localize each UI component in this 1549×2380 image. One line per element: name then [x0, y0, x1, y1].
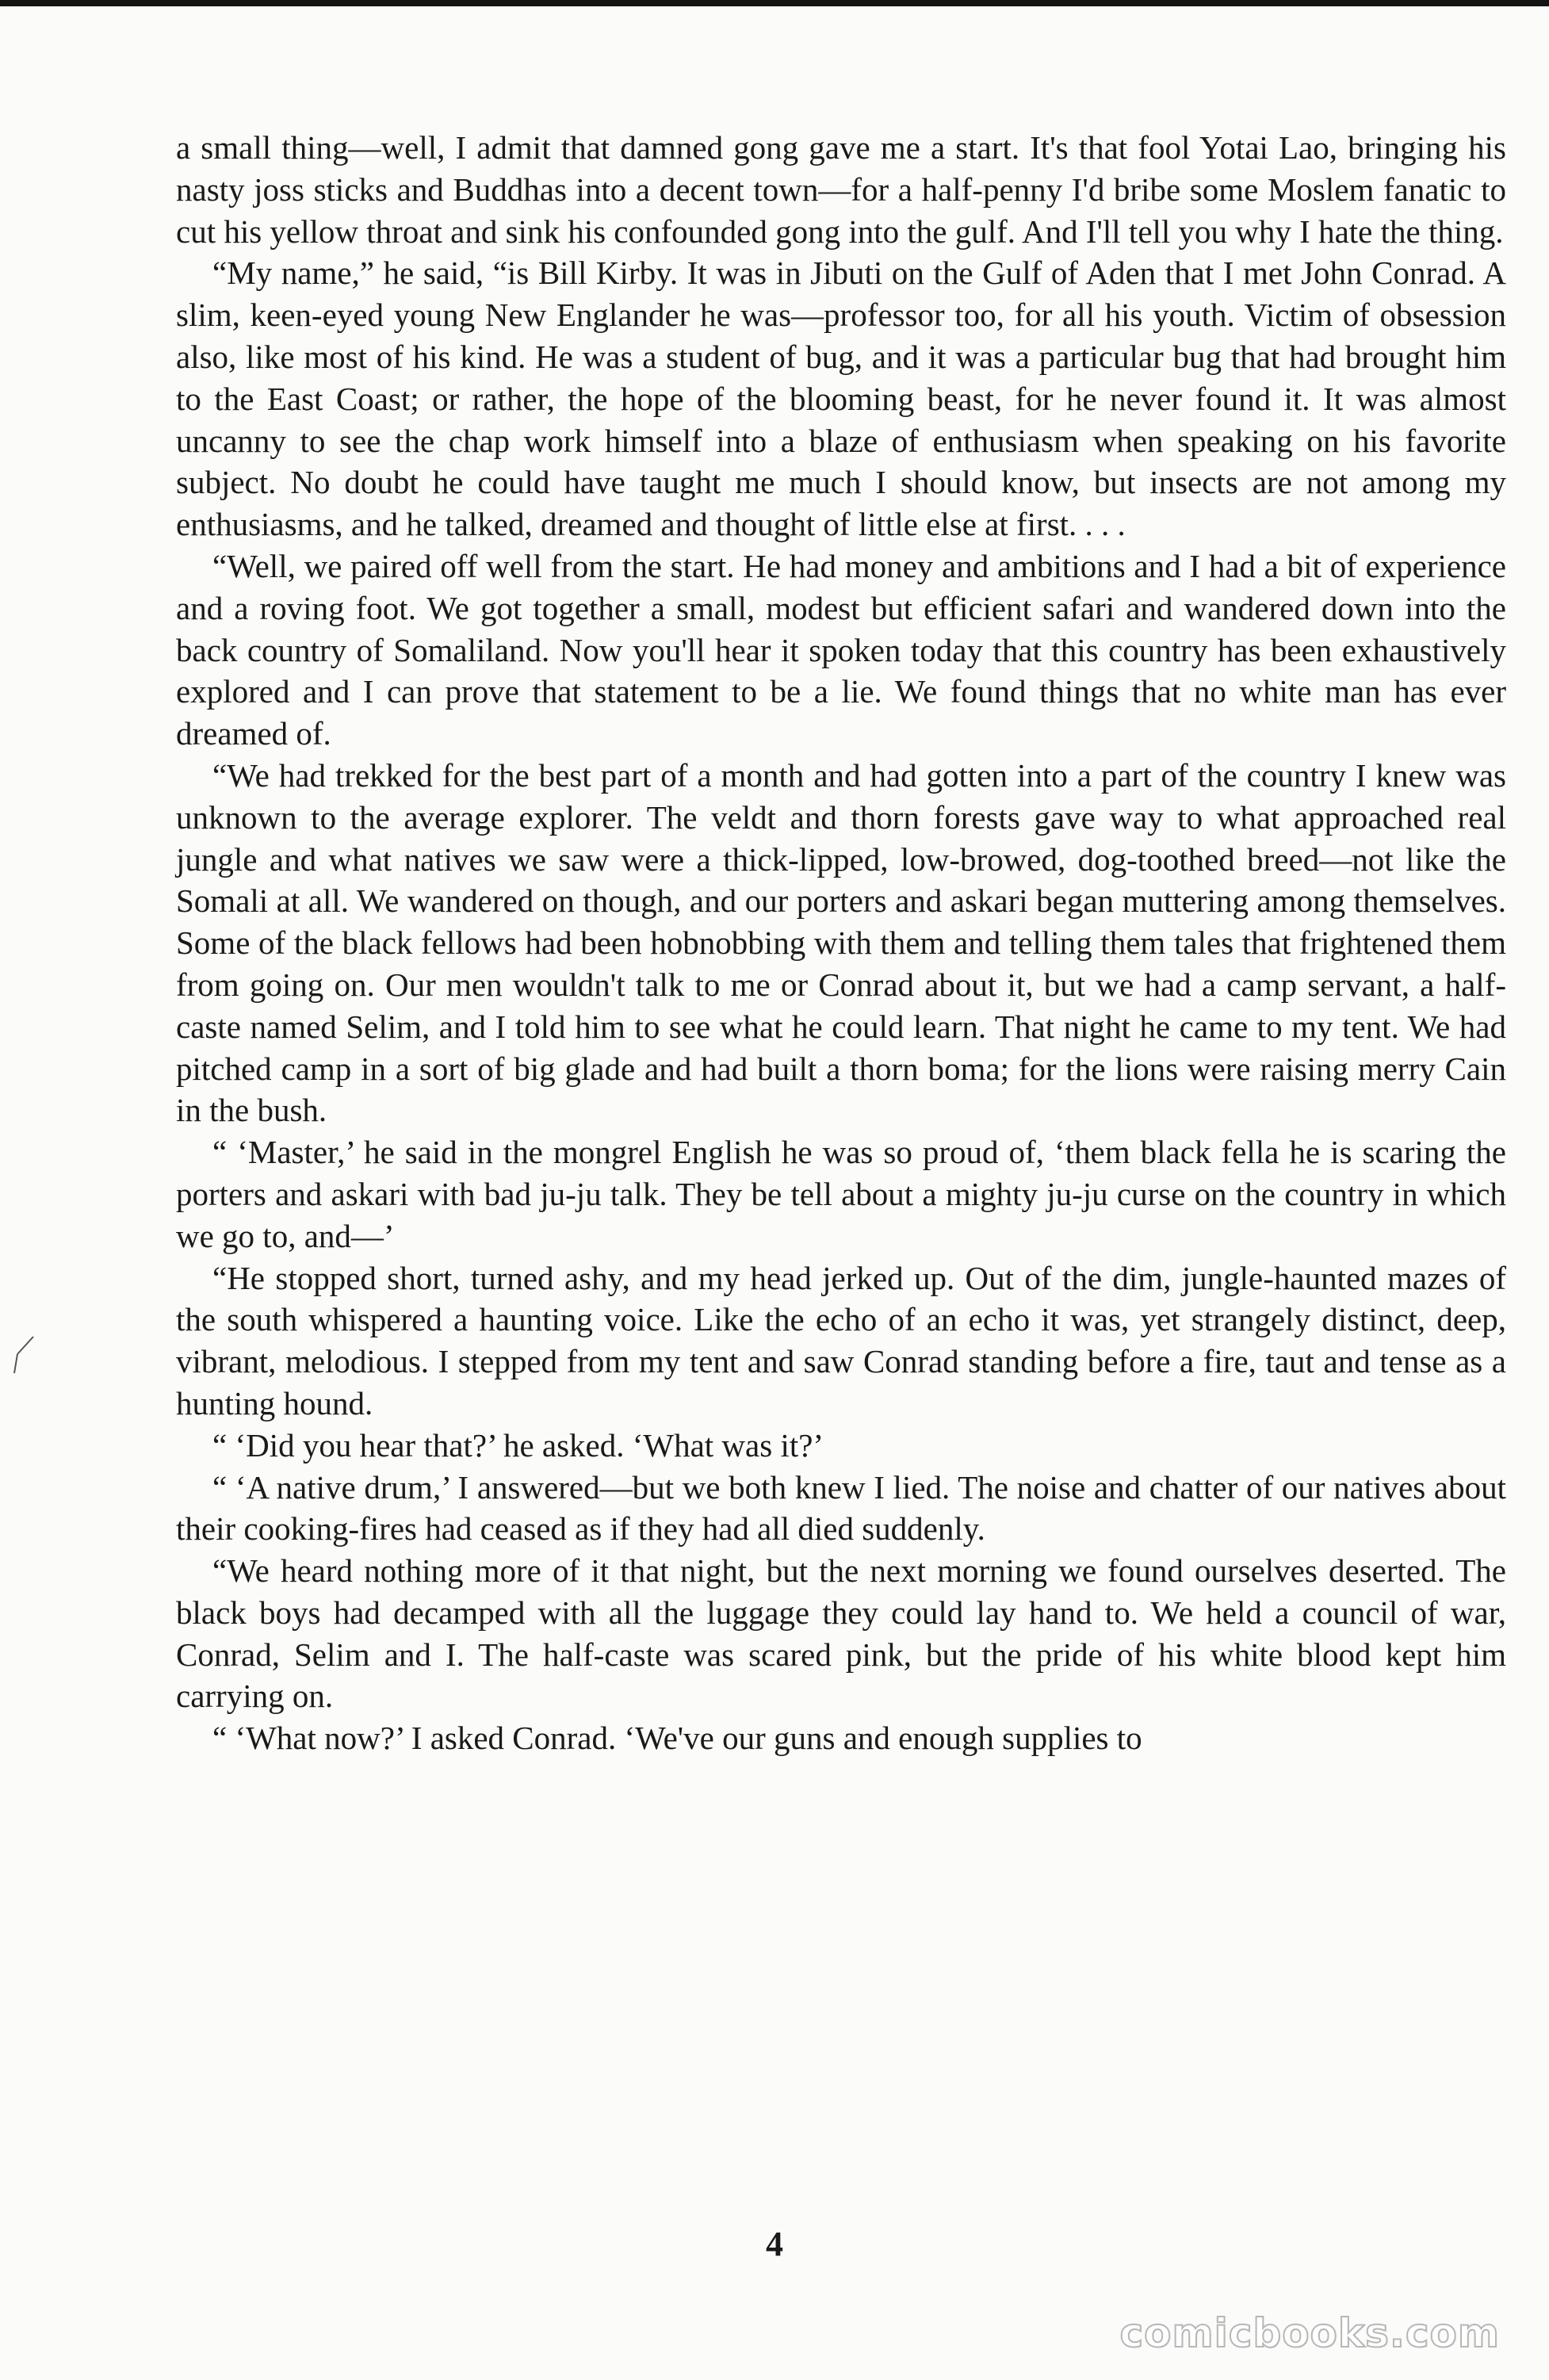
paragraph: a small thing—well, I admit that damned gong gave me a start. It's that fool Yotai Lao, bringing his nasty joss sticks and Buddhas into a decent town—for a half-penny I'd bribe some Moslem fanatic to cut his yellow throat and sink his confounded gong into the gulf. And I'll tell you why I hate the thing. — [176, 129, 1506, 250]
page-number: 4 — [766, 2225, 783, 2263]
paragraph: “ ‘A native drum,’ I answered—but we both knew I lied. The noise and chatter of our natives about their cooking-fires had ceased as if they had all died suddenly. — [176, 1468, 1506, 1548]
paragraph: “ ‘Did you hear that?’ he asked. ‘What was it?’ — [212, 1426, 824, 1464]
paragraph: “He stopped short, turned ashy, and my head jerked up. Out of the dim, jungle-haunted mazes of the south whispered a haunting voice. Like the echo of an echo it was, yet strangely distinct, deep, vibrant, melodious. I stepped from my tent and saw Conrad standing before a fire, taut and tense as a hunting hound. — [176, 1259, 1506, 1421]
paragraph: “Well, we paired off well from the start. He had money and ambitions and I had a bit of experience and a roving foot. We got together a small, modest but efficient safari and wandered down into the back country of Somaliland. Now you'll hear it spoken today that this country has been exhaustively explored and I can prove that statement to be a lie. We found things that no white man has ever dreamed of. — [176, 547, 1506, 752]
story-text-column — [176, 127, 1506, 1759]
top-edge-rule — [0, 0, 1549, 6]
watermark-logo: comicbooks.com — [1119, 2310, 1500, 2356]
paragraph: “ ‘Master,’ he said in the mongrel English he was so proud of, ‘them black fella he is scaring the porters and askari with bad ju-ju talk. They be tell about a mighty ju-ju curse on the country in which we go to, and—’ — [176, 1134, 1506, 1254]
margin-pencil-mark — [10, 1332, 38, 1379]
paragraph: “We had trekked for the best part of a month and had gotten into a part of the country I knew was unknown to the average explorer. The veldt and thorn forests gave way to what approached real jungle and what natives we saw were a thick-lipped, low-browed, dog-toothed breed—not like the Somali at all. We wandered on though, and our porters and askari began muttering among themselves. Some of the black fellows had been hobnobbing with them and telling them tales that frightened them from going on. Our men wouldn't talk to me or Conrad about it, but we had a camp servant, a half-caste named Selim, and I told him to see what he could learn. That night he came to my tent. We had pitched camp in a sort of big glade and had built a thorn boma; for the lions were raising merry Cain in the bush. — [176, 756, 1506, 1129]
paragraph: “We heard nothing more of it that night, but the next morning we found ourselves deserted. The black boys had decamped with all the luggage they could lay hand to. We held a council of war, Conrad, Selim and I. The half-caste was scared pink, but the pride of his white blood kept him carrying on. — [176, 1552, 1506, 1715]
paragraph: “My name,” he said, “is Bill Kirby. It was in Jibuti on the Gulf of Aden that I met John Conrad. A slim, keen-eyed young New Englander he was—professor too, for all his youth. Victim of obsession also, like most of his kind. He was a student of bug, and it was a particular bug that had brought him to the East Coast; or rather, the hope of the blooming beast, for he never found it. It was almost uncanny to see the chap work himself into a blaze of enthusiasm when speaking on his favorite subject. No doubt he could have taught me much I should know, but insects are not among my enthusiasms, and he talked, dreamed and thought of little else at first. . . . — [176, 254, 1506, 543]
paragraph: “ ‘What now?’ I asked Conrad. ‘We've our guns and enough supplies to — [212, 1720, 1142, 1757]
